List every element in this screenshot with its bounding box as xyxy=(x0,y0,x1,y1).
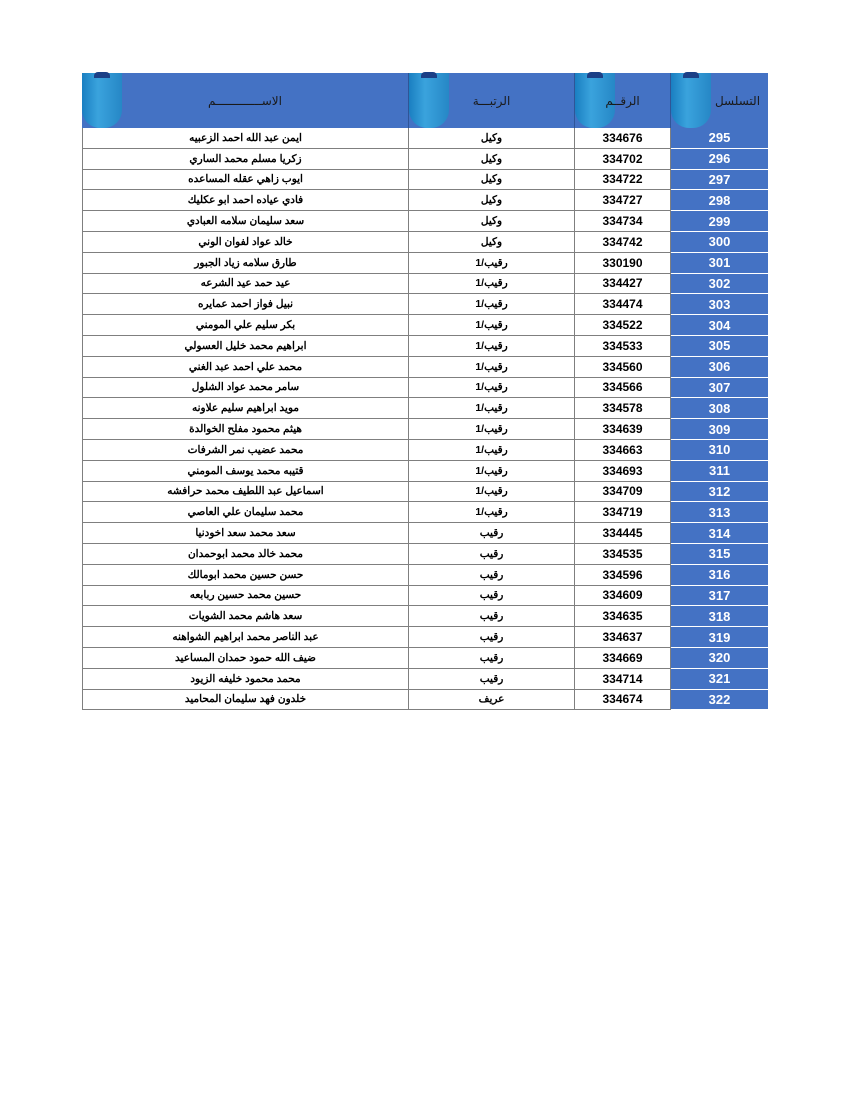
table-row xyxy=(82,606,768,627)
sequence-cell: 320 xyxy=(671,648,768,669)
table-header xyxy=(82,73,768,128)
header-number-label: الرقــم xyxy=(605,93,640,108)
sequence-cell: 300 xyxy=(671,232,768,253)
table-row xyxy=(82,128,768,149)
header-tab-decoration xyxy=(671,73,711,128)
table-row xyxy=(82,544,768,565)
table-row xyxy=(82,398,768,419)
table-row xyxy=(82,482,768,503)
rank-cell: رقيب/1 xyxy=(409,440,575,461)
number-cell: 334560 xyxy=(575,357,671,378)
name-cell: عيد حمد عيد الشرعه xyxy=(82,274,409,295)
name-cell: محمد سليمان علي العاصي xyxy=(82,502,409,523)
number-cell: 334722 xyxy=(575,170,671,191)
table-row xyxy=(82,211,768,232)
name-cell: زكريا مسلم محمد الساري xyxy=(82,149,409,170)
name-cell: خالد عواد لفوان الوني xyxy=(82,232,409,253)
sequence-cell: 317 xyxy=(671,586,768,607)
sequence-cell: 306 xyxy=(671,357,768,378)
number-cell: 334639 xyxy=(575,419,671,440)
number-cell: 334714 xyxy=(575,669,671,690)
table-row xyxy=(82,690,768,711)
header-sequence-cell xyxy=(671,73,768,128)
rank-cell: رقيب/1 xyxy=(409,336,575,357)
table-row xyxy=(82,523,768,544)
rank-cell: رقيب/1 xyxy=(409,378,575,399)
rank-cell: رقيب xyxy=(409,606,575,627)
name-cell: مويد ابراهيم سليم علاونه xyxy=(82,398,409,419)
rank-cell: رقيب xyxy=(409,586,575,607)
sequence-cell: 303 xyxy=(671,294,768,315)
rank-cell: رقيب/1 xyxy=(409,398,575,419)
name-cell: سعد محمد سعد اخودنيا xyxy=(82,523,409,544)
number-cell: 334609 xyxy=(575,586,671,607)
name-cell: حسن حسين محمد ابومالك xyxy=(82,565,409,586)
table-row xyxy=(82,170,768,191)
number-cell: 334693 xyxy=(575,461,671,482)
header-sequence-label: التسلسل xyxy=(714,93,761,108)
number-cell: 330190 xyxy=(575,253,671,274)
name-cell: طارق سلامه زياد الجبور xyxy=(82,253,409,274)
sequence-cell: 304 xyxy=(671,315,768,336)
table-row xyxy=(82,461,768,482)
rank-cell: وكيل xyxy=(409,211,575,232)
name-cell: نبيل فواز احمد عمايره xyxy=(82,294,409,315)
rank-cell: رقيب/1 xyxy=(409,502,575,523)
rank-cell: رقيب xyxy=(409,669,575,690)
name-cell: ايوب زاهي عقله المساعده xyxy=(82,170,409,191)
rank-cell: رقيب/1 xyxy=(409,274,575,295)
header-name-cell xyxy=(82,73,409,128)
number-cell: 334734 xyxy=(575,211,671,232)
table-row xyxy=(82,294,768,315)
sequence-cell: 307 xyxy=(671,378,768,399)
number-cell: 334566 xyxy=(575,378,671,399)
rank-cell: رقيب/1 xyxy=(409,419,575,440)
table-row xyxy=(82,336,768,357)
name-cell: هيثم محمود مفلح الخوالدة xyxy=(82,419,409,440)
table-row xyxy=(82,440,768,461)
sequence-cell: 309 xyxy=(671,419,768,440)
number-cell: 334663 xyxy=(575,440,671,461)
sequence-cell: 321 xyxy=(671,669,768,690)
header-tab-decoration xyxy=(82,73,122,128)
name-cell: سامر محمد عواد الشلول xyxy=(82,378,409,399)
sequence-cell: 313 xyxy=(671,502,768,523)
name-cell: محمد علي احمد عبد الغني xyxy=(82,357,409,378)
number-cell: 334533 xyxy=(575,336,671,357)
rank-cell: رقيب xyxy=(409,648,575,669)
number-cell: 334669 xyxy=(575,648,671,669)
sequence-cell: 311 xyxy=(671,461,768,482)
name-cell: محمد خالد محمد ابوحمدان xyxy=(82,544,409,565)
header-name-label: الاســـــــــــــم xyxy=(208,93,282,108)
rank-cell: وكيل xyxy=(409,170,575,191)
number-cell: 334578 xyxy=(575,398,671,419)
roster-table xyxy=(82,73,768,710)
number-cell: 334674 xyxy=(575,690,671,711)
header-rank-label: الرتبـــة xyxy=(472,93,511,108)
name-cell: اسماعيل عبد اللطيف محمد حرافشه xyxy=(82,482,409,503)
sequence-cell: 319 xyxy=(671,627,768,648)
rank-cell: رقيب/1 xyxy=(409,253,575,274)
number-cell: 334727 xyxy=(575,190,671,211)
rank-cell: رقيب xyxy=(409,523,575,544)
table-row xyxy=(82,274,768,295)
table-row xyxy=(82,669,768,690)
rank-cell: رقيب xyxy=(409,544,575,565)
sequence-cell: 295 xyxy=(671,128,768,149)
table-row xyxy=(82,357,768,378)
table-row xyxy=(82,378,768,399)
number-cell: 334596 xyxy=(575,565,671,586)
sequence-cell: 322 xyxy=(671,690,768,711)
number-cell: 334635 xyxy=(575,606,671,627)
name-cell: سعد هاشم محمد الشويات xyxy=(82,606,409,627)
rank-cell: وكيل xyxy=(409,190,575,211)
number-cell: 334742 xyxy=(575,232,671,253)
number-cell: 334709 xyxy=(575,482,671,503)
table-row xyxy=(82,648,768,669)
table-row xyxy=(82,149,768,170)
rank-cell: رقيب/1 xyxy=(409,294,575,315)
sequence-cell: 312 xyxy=(671,482,768,503)
name-cell: بكر سليم علي المومني xyxy=(82,315,409,336)
sequence-cell: 314 xyxy=(671,523,768,544)
table-row xyxy=(82,253,768,274)
header-rank-cell xyxy=(409,73,575,128)
name-cell: حسين محمد حسين ربابعه xyxy=(82,586,409,607)
number-cell: 334522 xyxy=(575,315,671,336)
sequence-cell: 315 xyxy=(671,544,768,565)
header-tab-decoration xyxy=(409,73,449,128)
rank-cell: وكيل xyxy=(409,149,575,170)
rank-cell: رقيب/1 xyxy=(409,461,575,482)
name-cell: محمد عضيب نمر الشرفات xyxy=(82,440,409,461)
rank-cell: رقيب xyxy=(409,627,575,648)
table-row xyxy=(82,586,768,607)
sequence-cell: 297 xyxy=(671,170,768,191)
number-cell: 334676 xyxy=(575,128,671,149)
number-cell: 334702 xyxy=(575,149,671,170)
name-cell: محمد محمود خليفه الزيود xyxy=(82,669,409,690)
name-cell: ابراهيم محمد خليل العسولي xyxy=(82,336,409,357)
rank-cell: وكيل xyxy=(409,232,575,253)
sequence-cell: 318 xyxy=(671,606,768,627)
name-cell: قتيبه محمد يوسف المومني xyxy=(82,461,409,482)
table-row xyxy=(82,232,768,253)
number-cell: 334719 xyxy=(575,502,671,523)
name-cell: سعد سليمان سلامه العبادي xyxy=(82,211,409,232)
sequence-cell: 296 xyxy=(671,149,768,170)
number-cell: 334427 xyxy=(575,274,671,295)
sequence-cell: 299 xyxy=(671,211,768,232)
sequence-cell: 316 xyxy=(671,565,768,586)
number-cell: 334637 xyxy=(575,627,671,648)
sequence-cell: 310 xyxy=(671,440,768,461)
number-cell: 334474 xyxy=(575,294,671,315)
table-row xyxy=(82,419,768,440)
rank-cell: عريف xyxy=(409,690,575,711)
table-body xyxy=(82,128,768,710)
rank-cell: رقيب/1 xyxy=(409,357,575,378)
table-row xyxy=(82,315,768,336)
name-cell: ايمن عبد الله احمد الزعبيه xyxy=(82,128,409,149)
rank-cell: وكيل xyxy=(409,128,575,149)
rank-cell: رقيب/1 xyxy=(409,482,575,503)
table-row xyxy=(82,565,768,586)
number-cell: 334445 xyxy=(575,523,671,544)
header-number-cell xyxy=(575,73,671,128)
name-cell: ضيف الله حمود حمدان المساعيد xyxy=(82,648,409,669)
table-row xyxy=(82,627,768,648)
sequence-cell: 302 xyxy=(671,274,768,295)
sequence-cell: 301 xyxy=(671,253,768,274)
sequence-cell: 308 xyxy=(671,398,768,419)
table-row xyxy=(82,502,768,523)
sequence-cell: 298 xyxy=(671,190,768,211)
name-cell: عبد الناصر محمد ابراهيم الشواهنه xyxy=(82,627,409,648)
sequence-cell: 305 xyxy=(671,336,768,357)
rank-cell: رقيب xyxy=(409,565,575,586)
table-row xyxy=(82,190,768,211)
number-cell: 334535 xyxy=(575,544,671,565)
name-cell: فادي عياده احمد ابو عكليك xyxy=(82,190,409,211)
rank-cell: رقيب/1 xyxy=(409,315,575,336)
name-cell: خلدون فهد سليمان المحاميد xyxy=(82,690,409,711)
